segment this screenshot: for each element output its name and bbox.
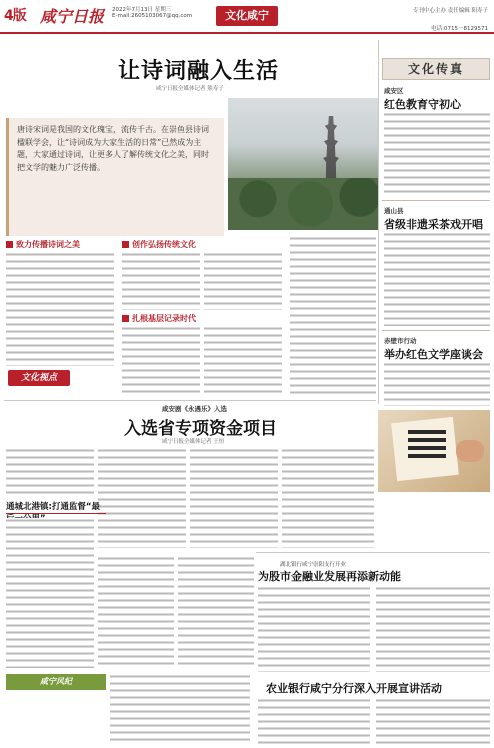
subhead-3 [122, 312, 282, 324]
lead-quote-text: 唐诗宋词是我国的文化瑰宝，流传千古。在崇鱼县诗词楹联学会，让“诗词成为大家生活的日常”已然成为主题，大家通过诗词，让更多人了解传统文化之美，同时把文学的魅力广泛传播。 [17, 125, 209, 172]
calligraphy-photo [378, 410, 490, 492]
lead-column-4 [122, 326, 200, 396]
contact-email: E-mail:2605103067@qq.com [112, 13, 193, 19]
lead-column-1 [6, 252, 114, 366]
subhead-marker-icon [122, 315, 129, 322]
bottom-section-banner: 咸宁风纪 [6, 674, 106, 690]
bottom-article-column-1 [258, 586, 370, 672]
pagoda-photo [228, 98, 378, 230]
lead-article-title: 让诗词融入生活 [118, 59, 280, 84]
article2-column-2 [98, 448, 186, 548]
brush-strokes-shape [408, 430, 446, 434]
article2-byline: 咸宁日报全媒体记者 王恒 [162, 439, 225, 445]
mid-section-banner: 通城北港镇:打通监督“最 [6, 500, 106, 514]
article2-kicker: 咸安剧《永遇乐》入选 [162, 405, 227, 413]
subhead-marker-icon [6, 241, 13, 248]
bottom-article-kicker: 湖北银行咸宁崇阳支行开业 [280, 562, 347, 568]
paper-shape [391, 417, 459, 481]
bottom-article2-column-1 [258, 698, 370, 744]
lead-column-5 [204, 326, 282, 396]
news-divider [382, 330, 490, 331]
right-column-banner: 文化传真 [382, 58, 490, 80]
news-region-1: 咸安区 [384, 87, 404, 95]
newspaper-name: 咸宁日报 [40, 7, 105, 26]
section-divider [4, 400, 376, 401]
news-title-2: 省级非遗采茶戏开唱 [384, 218, 483, 231]
right-column-rule [378, 40, 379, 404]
bottom-divider [256, 552, 490, 553]
news-region-3: 赤壁市行动 [384, 337, 417, 345]
bottom-article2-title: 农业银行咸宁分行深入开展宣讲活动 [266, 682, 442, 695]
editor-info: 专刊中心主办 责任编辑 阳寿子 [413, 8, 488, 14]
subhead-1 [6, 238, 114, 250]
page-number: 4版 [4, 8, 26, 24]
article2-column-4 [282, 448, 374, 548]
subhead-1-text: 致力传播诗词之美 [16, 239, 80, 249]
phone-info: 电话:0715－8129571 [431, 26, 488, 32]
mid-column-1 [6, 518, 94, 668]
page-header [0, 0, 494, 34]
section-title: 文化咸宁 [216, 6, 278, 26]
lead-column-3 [204, 252, 282, 310]
subhead-3-text: 扎根基层记录时代 [132, 313, 196, 323]
commentary-logo: 文化视点 [8, 370, 70, 386]
article2-column-1 [6, 448, 94, 496]
pagoda-shape [320, 116, 342, 186]
hand-shape [456, 440, 484, 462]
news-region-2: 通山县 [384, 207, 404, 215]
lead-column-6 [290, 236, 376, 396]
bottom-article2-column-2 [376, 698, 490, 744]
mid-column-3 [178, 556, 254, 668]
news-body-1 [384, 112, 490, 196]
article2-column-3 [190, 448, 278, 548]
news-divider [382, 200, 490, 201]
lead-pull-quote [6, 118, 224, 236]
trees-shape [228, 178, 378, 230]
article2-title: 入选省专项资金项目 [124, 419, 277, 439]
issue-date: 2022年7月13日 星期三 [112, 7, 172, 13]
news-body-2 [384, 232, 490, 326]
subhead-marker-icon [122, 241, 129, 248]
lead-article-byline: 咸宁日报全媒体记者 熊寿子 [156, 86, 224, 92]
subhead-2-text: 创作弘扬传统文化 [132, 239, 196, 249]
lead-column-2 [122, 252, 200, 310]
bottom-article-title: 为股市金融业发展再添新动能 [258, 570, 401, 583]
bottom-article-column-2 [376, 586, 490, 672]
news-title-1: 红色教育守初心 [384, 98, 461, 111]
news-body-3 [384, 362, 490, 406]
news-title-3: 举办红色文学座谈会 [384, 348, 483, 361]
mid-column-2 [98, 556, 174, 668]
bottom-left-text [110, 674, 250, 744]
subhead-2 [122, 238, 282, 250]
